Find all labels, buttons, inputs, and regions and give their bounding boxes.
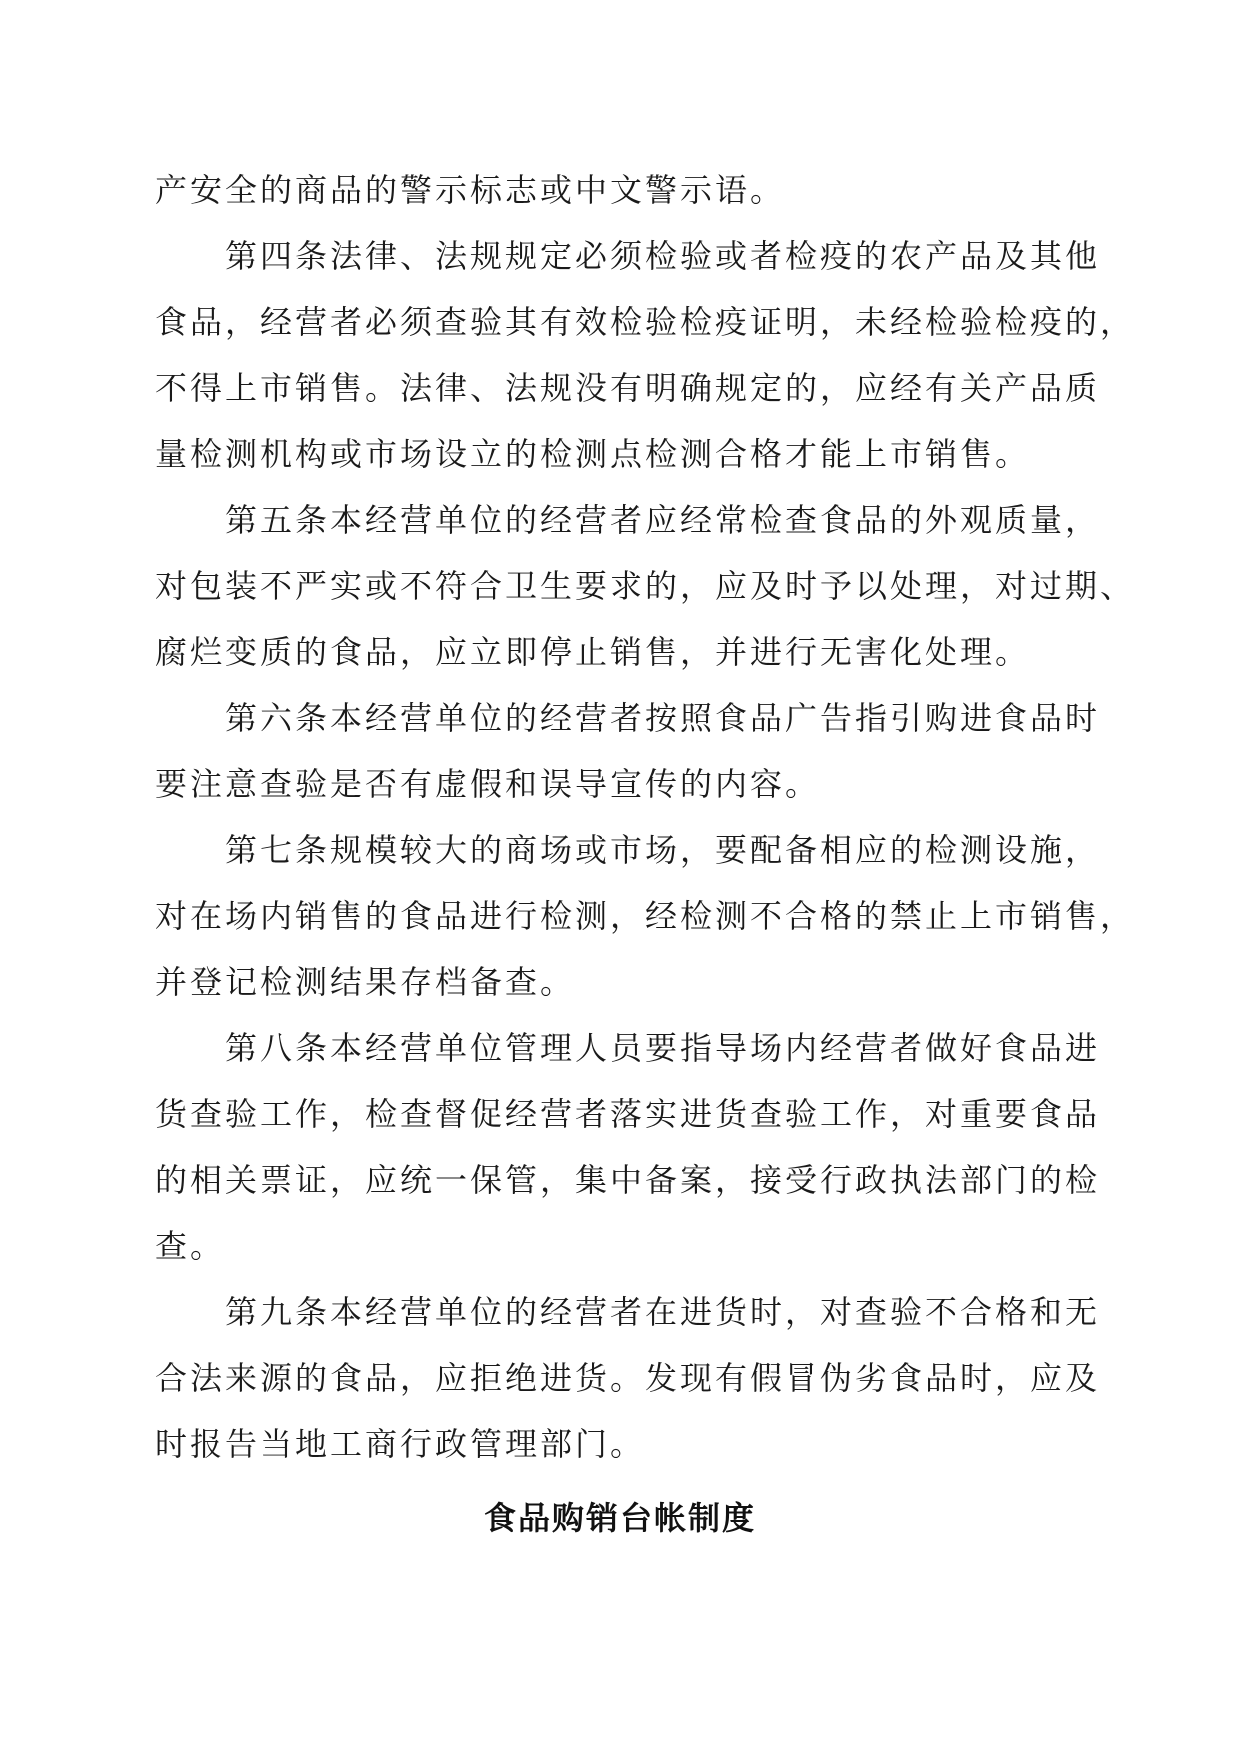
text-line: 合法来源的食品，应拒绝进货。发现有假冒伪劣食品时，应及 [155,1359,1101,1397]
text-line: 货查验工作，检查督促经营者落实进货查验工作，对重要食品 [155,1095,1101,1133]
text-line: 要注意查验是否有虚假和误导宣传的内容。 [155,765,821,803]
text-line: 的相关票证，应统一保管，集中备案，接受行政执法部门的检 [155,1161,1101,1199]
text-line: 第四条法律、法规规定必须检验或者检疫的农产品及其他 [155,237,1101,275]
text-line: 第八条本经营单位管理人员要指导场内经营者做好食品进 [155,1029,1101,1067]
text-line: 对在场内销售的食品进行检测，经检测不合格的禁止上市销售， [155,897,1136,935]
text-line: 第六条本经营单位的经营者按照食品广告指引购进食品时 [155,699,1101,737]
text-line: 时报告当地工商行政管理部门。 [155,1425,646,1463]
text-line: 并登记检测结果存档备查。 [155,963,576,1001]
text-line: 第七条规模较大的商场或市场，要配备相应的检测设施， [155,831,1101,869]
text-line: 不得上市销售。法律、法规没有明确规定的，应经有关产品质 [155,369,1101,407]
text-line: 查。 [155,1227,226,1265]
text-line: 量检测机构或市场设立的检测点检测合格才能上市销售。 [155,435,1031,473]
text-line: 第九条本经营单位的经营者在进货时，对查验不合格和无 [155,1293,1101,1331]
text-line: 产安全的商品的警示标志或中文警示语。 [155,171,786,209]
text-line: 第五条本经营单位的经营者应经常检查食品的外观质量， [155,501,1101,539]
text-line: 腐烂变质的食品，应立即停止销售，并进行无害化处理。 [155,633,1031,671]
text-line: 食品，经营者必须查验其有效检验检疫证明，未经检验检疫的， [155,303,1136,341]
text-line: 对包装不严实或不符合卫生要求的，应及时予以处理，对过期、 [155,567,1136,605]
section-title: 食品购销台帐制度 [483,1499,756,1537]
